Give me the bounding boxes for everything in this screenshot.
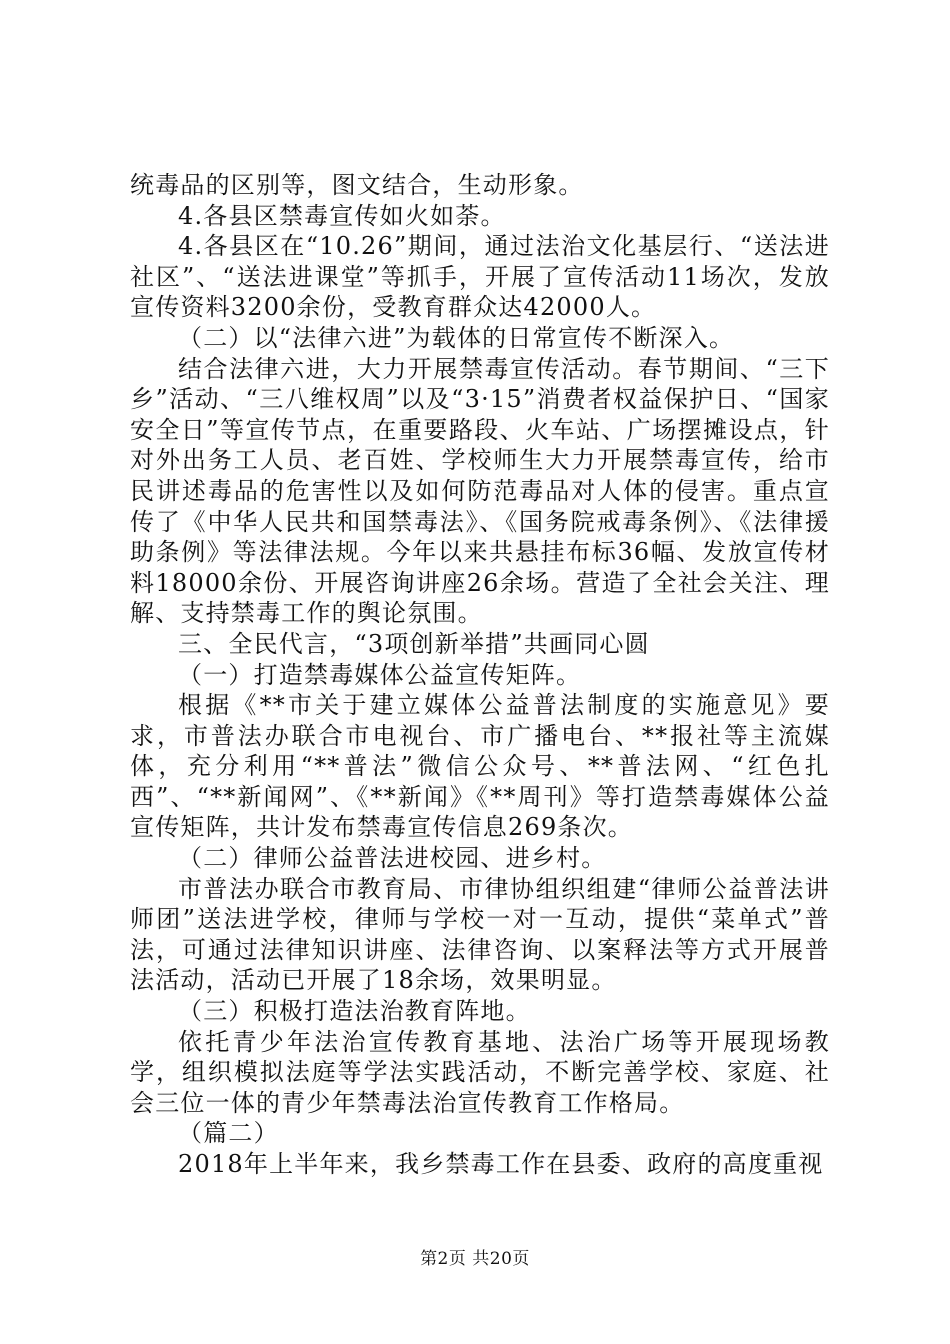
paragraph: 结合法律六进，大力开展禁毒宣传活动。春节期间、“三下乡”活动、“三八维权周”以及“3·15”消费者权益保护日、“国家安全日”等宣传节点，在重要路段、火车站、广场摆摊设点，针对外出务工人员、老百姓、学校师生大力开展禁毒宣传，给市民讲述毒品的危害性以及如何防范毒品对人体的侵害。重点宣传了《中华人民共和国禁毒法》、《国务院戒毒条例》、《法律援助条例》等法律法规。今年以来共悬挂布标36幅、发放宣传材料18000余份、开展咨询讲座26余场。营造了全社会关注、理解、支持禁毒工作的舆论氛围。 <box>130 354 830 628</box>
section-heading: （二）以“法律六进”为载体的日常宣传不断深入。 <box>178 323 735 352</box>
paragraph: 根据《**市关于建立媒体公益普法制度的实施意见》要求，市普法办联合市电视台、市广播电台、**报社等主流媒体，充分利用“**普法”微信公众号、**普法网、“红色扎西”、“**新闻网”、《**新闻》《**周刊》等打造禁毒媒体公益宣传矩阵，共计发布禁毒宣传信息269条次。 <box>130 691 830 842</box>
section-heading: （三）积极打造法治教育阵地。 <box>178 997 531 1026</box>
paragraph: 4.各县区禁毒宣传如火如荼。 <box>178 201 506 230</box>
section-heading: （一）打造禁毒媒体公益宣传矩阵。 <box>178 660 582 689</box>
paragraph: 依托青少年法治宣传教育基地、法治广场等开展现场教学，组织模拟法庭等学法实践活动，不断完善学校、家庭、社会三位一体的青少年禁毒法治宣传教育工作格局。 <box>130 1027 830 1117</box>
page-number: 第2页 共20页 <box>420 1249 530 1269</box>
paragraph: 4.各县区在“10.26”期间，通过法治文化基层行、“送法进社区”、“送法进课堂”等抓手，开展了宣传活动11场次，发放宣传资料3200余份，受教育群众达42000人。 <box>130 232 830 322</box>
section-heading: 三、全民代言，“3项创新举措”共画同心圆 <box>178 629 650 658</box>
paragraph: 统毒品的区别等，图文结合，生动形象。 <box>130 171 584 199</box>
section-heading: （二）律师公益普法进校园、进乡村。 <box>178 844 607 873</box>
paragraph: 市普法办联合市教育局、市律协组织组建“律师公益普法讲师团”送法进学校，律师与学校一对一互动，提供“菜单式”普法，可通过法律知识讲座、法律咨询、以案释法等方式开展普法活动，活动已开展了18余场，效果明显。 <box>130 874 830 995</box>
document-body <box>130 170 830 1180</box>
section-heading: （篇二） <box>178 1119 279 1148</box>
paragraph: 2018年上半年来，我乡禁毒工作在县委、政府的高度重视 <box>178 1150 824 1178</box>
